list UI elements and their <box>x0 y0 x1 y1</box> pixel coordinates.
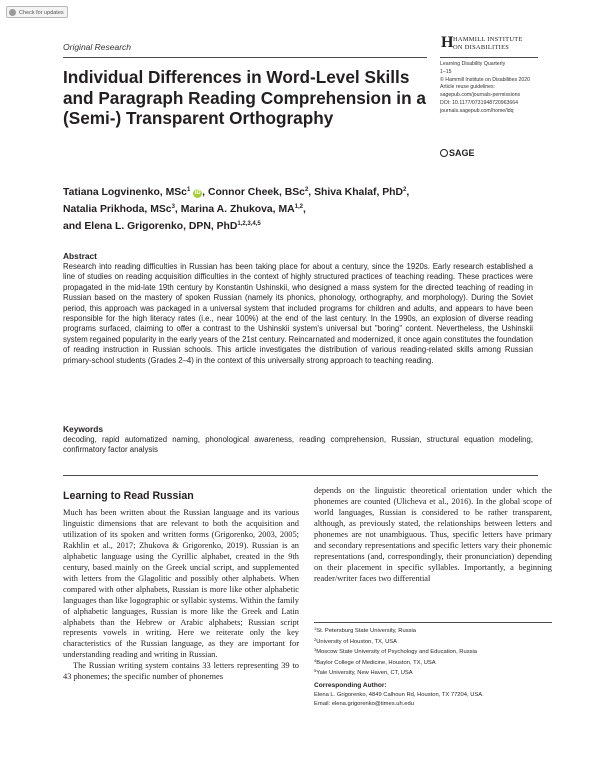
permissions-link[interactable]: sagepub.com/journals-permissions <box>440 92 521 99</box>
sage-logo <box>440 148 475 158</box>
keywords-heading: Keywords <box>63 424 104 434</box>
article-type: Original Research <box>63 42 132 52</box>
affiliation-item: $^4$Baylor College of Medicine, Houston, TX, USA <box>314 657 436 666</box>
corresponding-author-details <box>314 691 552 708</box>
body-column-left <box>63 508 299 683</box>
page-range: 1–15 <box>440 68 452 75</box>
author-name: Tatiana Logvinenko, MSc <box>63 187 187 198</box>
journal-home-link[interactable]: journals.sagepub.com/home/ldq <box>440 107 514 114</box>
body-paragraph: depends on the linguistic theoretical orientation under which the phonemes are counted (Ulicheva et al., 2016). In the global scope of world languages, Russian is considered to be rather transparent, although, as previously stated, the relationships between letters and phonemes are not unambiguous. Thus, specific letters have primary and secondary representations and specific letters vary their phonemic representations (and, correspondingly, their pronunciation) depending on their placement in specific syllables. Importantly, a beginning reader/writer faces two differential <box>314 486 552 583</box>
body-paragraph: Much has been written about the Russian language and its various linguistic dimensions that are relevant to both the acquisition and utilization of its spoken and written forms (Grigorenko, 2003, 2005; Rakhlin et al., 2017; Zhukova & Grigorenko, 2019). Russian is an alphabetic language using the Cyrillic alphabet, created in the 9th century, based mainly on the Greek uncial script, and supplemented with letters from the Glagolitic and possibly other alphabets. When compared with other alphabets, Russian is more like other alphabetic languages than like logographic or syllabic systems. Within the family of alphabetic languages, Russian is more like the Greek and Latin alphabets than the Hebrew or Arabic alphabets; Russian script represents vowels in writing. Here we reiterate only the key characteristics of the Russian language, as they are important for understanding reading and writing in Russian. <box>63 508 299 660</box>
author-list: Tatiana Logvinenko, MSc$^1$ iD , Connor Cheek, BSc$^2$, Shiva Khalaf, PhD$^2$, Natalia Prikhoda, MSc$^3$, Marina A. Zhukova, MA$^{1,2}$, and Elena L. Grigorenko, DPN, PhD$^{1,2,3,4,5}$ <box>63 187 410 232</box>
header-divider <box>63 57 427 58</box>
keywords-text: decoding, rapid automatized naming, phonological awareness, reading comprehension, Russian, structural equation modeling, confirmatory factor analysis <box>63 435 533 455</box>
article-title: Individual Differences in Word-Level Skills and Paragraph Reading Comprehension in a (Semi-) Transparent Orthography <box>63 67 426 128</box>
affiliation-marker: 2 <box>314 636 317 642</box>
affiliation-item: $^3$Moscow State University of Psychology and Education, Russia <box>314 647 478 656</box>
update-icon <box>9 9 16 16</box>
author-affiliation-marker: 2 <box>403 187 407 193</box>
body-paragraph: The Russian writing system contains 33 letters representing 39 to 43 phonemes; the specific number of phonemes <box>63 661 299 682</box>
corresponding-address: Elena L. Grigorenko, 4849 Calhoun Rd, Houston, TX 77204, USA. <box>314 692 484 698</box>
affiliation-item: $^5$Yale University, New Haven, CT, USA <box>314 668 413 677</box>
body-column-right <box>314 486 552 585</box>
publisher-mark: H <box>441 34 454 51</box>
sage-logo-text: SAGE <box>449 148 475 158</box>
author-affiliation-marker: 1,2,3,4,5 <box>237 221 261 227</box>
author-affiliation-marker: 1,2 <box>294 204 303 210</box>
meta-divider <box>440 57 538 58</box>
author-conjunction: and <box>63 221 82 232</box>
affiliation-marker: 3 <box>314 647 317 653</box>
author-name: Elena L. Grigorenko, DPN, PhD <box>84 221 238 232</box>
affiliation-marker: 5 <box>314 668 317 674</box>
author-affiliation-marker: 2 <box>304 187 309 193</box>
doi[interactable]: DOI: 10.1177/0731948720963664 <box>440 99 519 106</box>
check-for-updates-label: Check for updates <box>19 10 64 16</box>
affiliation-item: $^1$St. Petersburg State University, Russia <box>314 626 417 634</box>
abstract-heading: Abstract <box>63 251 97 261</box>
publisher-name-line1: HAMMILL INSTITUTE <box>453 36 523 43</box>
reuse-guidelines-label: Article reuse guidelines: <box>440 84 496 91</box>
orcid-icon[interactable]: iD <box>194 190 201 196</box>
footnote-divider <box>314 622 552 623</box>
affiliation-marker: 4 <box>314 657 317 663</box>
affiliation-item: $^2$University of Houston, TX, USA <box>314 636 397 645</box>
copyright: © Hammill Institute on Disabilities 2020 <box>440 76 531 83</box>
sage-mark-icon <box>440 149 448 157</box>
affiliation-marker: 1 <box>314 626 317 631</box>
journal-metadata <box>440 61 580 116</box>
author-name: Shiva Khalaf, PhD <box>314 187 403 198</box>
publisher-name-line2: ON DISABILITIES <box>453 44 510 51</box>
corresponding-author-heading: Corresponding Author: <box>314 682 387 689</box>
author-affiliation-marker: 3 <box>171 204 175 210</box>
author-name: Natalia Prikhoda, MSc <box>63 204 172 215</box>
section-heading: Learning to Read Russian <box>63 490 194 502</box>
section-divider <box>63 475 538 476</box>
author-name: Connor Cheek, BSc <box>207 187 305 198</box>
abstract-text: Research into reading difficulties in Russian has been taking place for about a century, since the 1920s. Early research established a line of studies on reading acquisition difficulties in the context of highly structured practices of teaching reading. These practices were propagated in the mid-late 19th century by Konstantin Ushinskii, who designed a mass system for the directed teaching of reading in Russian based on the mastery of spoken Russian (namely its phonics, phonology, orthography, and morphology). During the Soviet period, this approach was packaged in a universal system that included programs for children and adults, and appears to have been responsible for the high literacy rates (i.e., near 100%) at the end of the last century. In the 1990s, an explosion of diverse reading programs surfaced, claiming to offer a contrast to the Ushinskii system's universal but "boring" content. Nevertheless, the Ushinskii system regained popularity in the early years of the 21st century. Reincarnated and modernized, it once again constitutes the foundation of reading instruction in Russian schools. This article investigates the distribution of various reading-related skills among Russian primary-school students (Grades 2–4) in the context of this universally strong approach to teaching reading. <box>63 262 533 365</box>
author-affiliation-marker: 1 <box>186 187 191 193</box>
author-name: Marina A. Zhukova, MA <box>180 204 295 215</box>
check-for-updates-badge[interactable] <box>6 6 68 18</box>
affiliations <box>314 625 552 678</box>
corresponding-email[interactable]: Email: elena.grigorenko@times.uh.edu <box>314 700 414 707</box>
journal-name: Learning Disability Quarterly <box>440 61 506 67</box>
